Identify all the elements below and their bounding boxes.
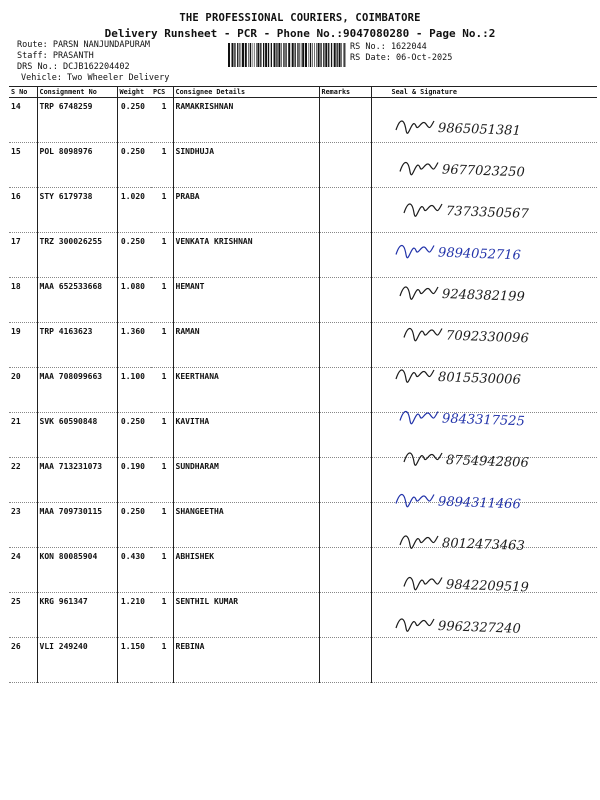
table-row xyxy=(9,368,597,413)
row-sno: 19 xyxy=(9,323,37,368)
route-info xyxy=(17,40,150,73)
row-pcs: 1 xyxy=(151,143,173,188)
col-remarks: Remarks xyxy=(319,87,371,98)
row-remarks xyxy=(319,278,371,323)
row-weight: 0.250 xyxy=(117,233,151,278)
row-pcs: 1 xyxy=(151,323,173,368)
row-seal xyxy=(371,278,597,323)
row-consignee: SHANGEETHA xyxy=(173,503,319,548)
row-remarks xyxy=(319,413,371,458)
row-consignment: TRZ 300026255 xyxy=(37,233,117,278)
signature-phone: 9248382199 xyxy=(441,287,525,305)
row-consignee: ABHISHEK xyxy=(173,548,319,593)
signature-phone: 7092330096 xyxy=(445,328,529,347)
row-seal xyxy=(371,413,597,458)
row-pcs: 1 xyxy=(151,593,173,638)
row-consignee: KEERTHANA xyxy=(173,368,319,413)
col-pcs: PCS xyxy=(151,87,173,98)
row-seal xyxy=(371,98,597,143)
row-consignee: RAMAKRISHNAN xyxy=(173,98,319,143)
row-seal xyxy=(371,143,597,188)
row-seal xyxy=(371,323,597,368)
row-sno: 17 xyxy=(9,233,37,278)
row-weight: 0.250 xyxy=(117,98,151,143)
delivery-table xyxy=(9,86,597,683)
row-consignment: KON 80085904 xyxy=(37,548,117,593)
row-weight: 0.190 xyxy=(117,458,151,503)
rs-info xyxy=(350,42,452,64)
row-seal xyxy=(371,368,597,413)
signature-phone: 7373350567 xyxy=(445,204,529,222)
table-row xyxy=(9,503,597,548)
row-sno: 23 xyxy=(9,503,37,548)
table-header-row xyxy=(9,87,597,98)
row-pcs: 1 xyxy=(151,458,173,503)
row-weight: 1.080 xyxy=(117,278,151,323)
row-seal xyxy=(371,458,597,503)
row-remarks xyxy=(319,188,371,233)
row-sno: 26 xyxy=(9,638,37,683)
signature-phone: 9842209519 xyxy=(445,577,529,596)
row-consignment: TRP 6748259 xyxy=(37,98,117,143)
row-remarks xyxy=(319,548,371,593)
row-consignment: STY 6179738 xyxy=(37,188,117,233)
row-sno: 15 xyxy=(9,143,37,188)
row-consignee: REBINA xyxy=(173,638,319,683)
row-consignee: VENKATA KRISHNAN xyxy=(173,233,319,278)
row-remarks xyxy=(319,458,371,503)
sheet-title: Delivery Runsheet - PCR - Phone No.:9047080280 - Page No.:2 xyxy=(104,27,496,40)
row-consignee: PRABA xyxy=(173,188,319,233)
table-row xyxy=(9,638,597,683)
table-row xyxy=(9,278,597,323)
row-pcs: 1 xyxy=(151,413,173,458)
row-pcs: 1 xyxy=(151,638,173,683)
signature-phone: 9843317525 xyxy=(441,411,525,430)
row-seal xyxy=(371,548,597,593)
row-consignment: POL 8098976 xyxy=(37,143,117,188)
signature-phone: 8754942806 xyxy=(445,453,529,471)
row-seal xyxy=(371,503,597,548)
row-consignee: SUNDHARAM xyxy=(173,458,319,503)
row-remarks xyxy=(319,323,371,368)
row-consignee: HEMANT xyxy=(173,278,319,323)
row-weight: 0.250 xyxy=(117,413,151,458)
row-sno: 18 xyxy=(9,278,37,323)
row-seal xyxy=(371,593,597,638)
table-row xyxy=(9,593,597,638)
row-consignee: SINDHUJA xyxy=(173,143,319,188)
signature-phone: 9865051381 xyxy=(437,121,521,139)
row-weight: 1.150 xyxy=(117,638,151,683)
row-consignment: MAA 652533668 xyxy=(37,278,117,323)
row-consignee: SENTHIL KUMAR xyxy=(173,593,319,638)
signature-phone: 9894052716 xyxy=(437,245,521,264)
table-row xyxy=(9,413,597,458)
row-consignee: RAMAN xyxy=(173,323,319,368)
vehicle-label: Vehicle: Two Wheeler Delivery xyxy=(21,73,170,83)
row-weight: 1.100 xyxy=(117,368,151,413)
row-pcs: 1 xyxy=(151,233,173,278)
row-pcs: 1 xyxy=(151,278,173,323)
table-row xyxy=(9,188,597,233)
table-row xyxy=(9,98,597,143)
row-consignment: KRG 961347 xyxy=(37,593,117,638)
col-consignment: Consignment No xyxy=(37,87,117,98)
table-row xyxy=(9,233,597,278)
row-remarks xyxy=(319,593,371,638)
row-consignment: TRP 4163623 xyxy=(37,323,117,368)
row-remarks xyxy=(319,98,371,143)
row-pcs: 1 xyxy=(151,188,173,233)
row-pcs: 1 xyxy=(151,503,173,548)
row-sno: 14 xyxy=(9,98,37,143)
row-remarks xyxy=(319,143,371,188)
row-remarks xyxy=(319,368,371,413)
row-weight: 0.430 xyxy=(117,548,151,593)
row-weight: 0.250 xyxy=(117,143,151,188)
row-remarks xyxy=(319,503,371,548)
row-weight: 1.360 xyxy=(117,323,151,368)
table-row xyxy=(9,143,597,188)
row-sno: 20 xyxy=(9,368,37,413)
col-consignee: Consignee Details xyxy=(173,87,319,98)
col-weight: Weight xyxy=(117,87,151,98)
table-row xyxy=(9,323,597,368)
row-remarks xyxy=(319,233,371,278)
col-seal: Seal & Signature xyxy=(371,87,597,98)
drs-number: DRS No.: DCJB162204402 xyxy=(17,62,130,72)
signature-phone: 9677023250 xyxy=(441,162,525,181)
row-weight: 0.250 xyxy=(117,503,151,548)
row-consignment: VLI 249240 xyxy=(37,638,117,683)
staff-label: Staff: PRASANTH xyxy=(17,51,94,61)
row-pcs: 1 xyxy=(151,548,173,593)
table-row xyxy=(9,548,597,593)
row-seal xyxy=(371,233,597,278)
row-remarks xyxy=(319,638,371,683)
signature-phone: 8015530006 xyxy=(437,370,521,388)
route-label: Route: PARSN NANJUNDAPURAM xyxy=(17,40,151,50)
row-consignment: SVK 60590848 xyxy=(37,413,117,458)
row-pcs: 1 xyxy=(151,368,173,413)
rs-number: RS No.: 1622044 xyxy=(350,42,427,52)
signature-phone: 9894311466 xyxy=(437,494,521,513)
company-name: THE PROFESSIONAL COURIERS, COIMBATORE xyxy=(179,12,421,24)
row-sno: 25 xyxy=(9,593,37,638)
row-sno: 24 xyxy=(9,548,37,593)
row-sno: 22 xyxy=(9,458,37,503)
row-weight: 1.210 xyxy=(117,593,151,638)
row-weight: 1.020 xyxy=(117,188,151,233)
signature-phone: 8012473463 xyxy=(441,536,525,554)
col-sno: S No xyxy=(9,87,37,98)
row-seal xyxy=(371,638,597,683)
row-sno: 16 xyxy=(9,188,37,233)
barcode-image xyxy=(228,43,346,67)
row-consignment: MAA 713231073 xyxy=(37,458,117,503)
rs-date: RS Date: 06-Oct-2025 xyxy=(350,53,453,63)
table-row xyxy=(9,458,597,503)
row-sno: 21 xyxy=(9,413,37,458)
row-pcs: 1 xyxy=(151,98,173,143)
signature-phone: 9962327240 xyxy=(437,619,521,637)
row-consignment: MAA 708099663 xyxy=(37,368,117,413)
row-seal xyxy=(371,188,597,233)
row-consignment: MAA 709730115 xyxy=(37,503,117,548)
row-consignee: KAVITHA xyxy=(173,413,319,458)
